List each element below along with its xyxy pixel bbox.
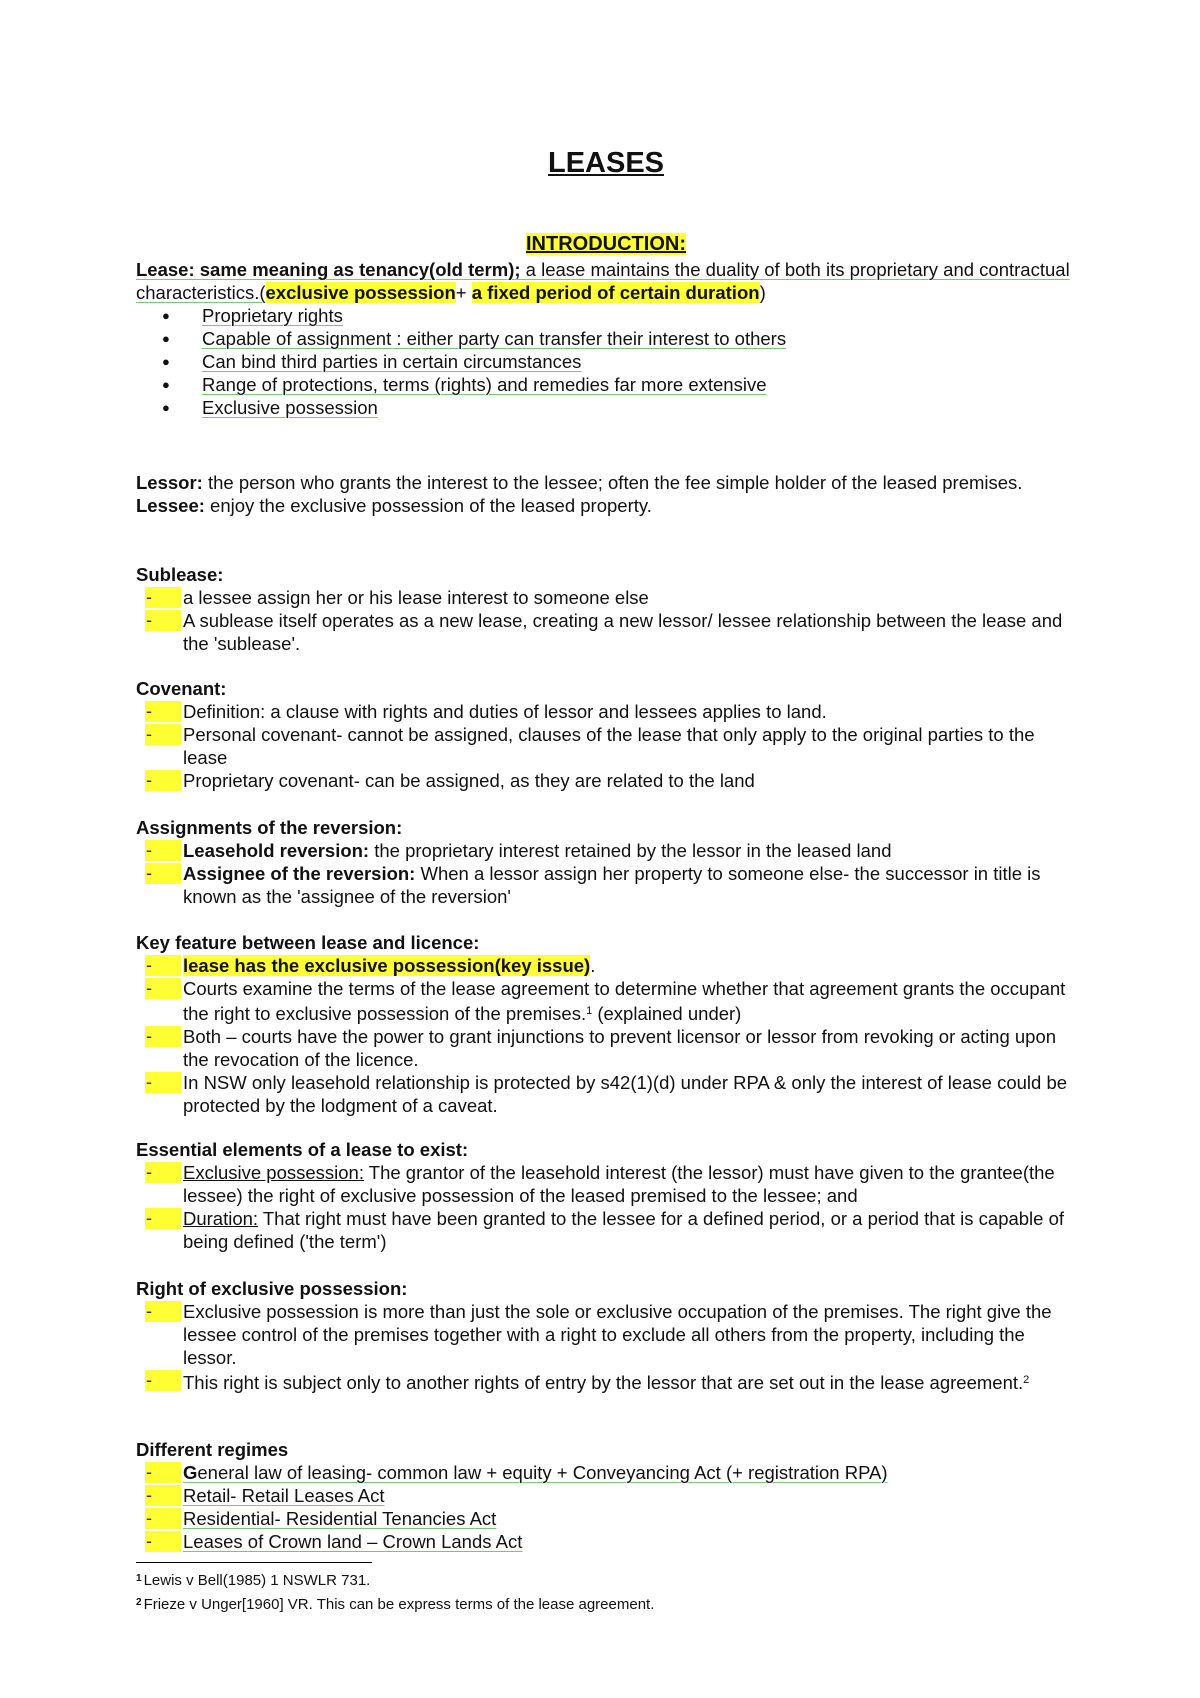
section-heading: Different regimes <box>136 1439 289 1460</box>
list-item <box>136 1530 1076 1553</box>
dash-marker: - <box>145 978 181 999</box>
lease-definition <box>136 258 1076 419</box>
list-item <box>136 1484 1076 1507</box>
list-item <box>136 396 1076 419</box>
item-label: Leasehold reversion: <box>183 840 370 861</box>
list-item <box>136 839 1076 862</box>
footnote-ref[interactable]: 2 <box>1023 1374 1030 1386</box>
item-text: When a lessor assign her property to someone else- the successor in title is known as the 'assignee of the reversion' <box>183 863 1041 907</box>
lessor-label: Lessor: <box>136 472 203 493</box>
dash-marker: - <box>145 1208 181 1229</box>
item-label: Duration: <box>183 1208 259 1229</box>
list-item <box>136 1507 1076 1530</box>
dash-marker: - <box>145 1162 181 1183</box>
section-heading-introduction <box>136 232 1076 256</box>
period: . <box>590 955 596 976</box>
bullet-text: Can bind third parties in certain circumstances <box>202 351 582 372</box>
dash-marker: - <box>145 1485 181 1506</box>
list-item <box>136 586 1076 609</box>
list-item <box>136 954 1076 977</box>
item-text: (explained under) <box>592 1003 742 1024</box>
list-item <box>136 977 1076 1025</box>
lessor-lessee-block <box>136 471 1076 517</box>
dash-marker: - <box>145 955 181 976</box>
list-item <box>136 1300 1076 1369</box>
footnote-number: 1 <box>136 1573 142 1584</box>
dash-marker: - <box>145 724 181 745</box>
item-text: Definition: a clause with rights and duties of lessor and lessees applies to land. <box>183 701 827 722</box>
list-item <box>136 373 1076 396</box>
item-text: the proprietary interest retained by the lessor in the leased land <box>369 840 892 861</box>
lessee-definition <box>136 494 1076 517</box>
footnote-separator <box>136 1562 372 1563</box>
item-text: Proprietary covenant- can be assigned, as they are related to the land <box>183 770 755 791</box>
section-heading: Covenant: <box>136 678 227 699</box>
bullet-text: Range of protections, terms (rights) and remedies far more extensive <box>202 374 767 395</box>
document-title: LEASES <box>547 147 665 179</box>
list-item <box>136 1161 1076 1207</box>
item-text: Retail- Retail Leases Act <box>183 1485 385 1506</box>
dash-marker: - <box>145 770 181 791</box>
list-item <box>136 723 1076 769</box>
list-item <box>136 700 1076 723</box>
item-text: In NSW only leasehold relationship is protected by s42(1)(d) under RPA & only the interest of lease could be protected by the lodgment of a caveat. <box>183 1072 1068 1116</box>
item-text: The grantor of the leasehold interest (the lessor) must have given to the grantee(the lessee) the right of exclusive possession of the leased premised to the lessee; and <box>183 1162 1055 1206</box>
list-item <box>136 1071 1076 1117</box>
dash-marker: - <box>145 1026 181 1047</box>
dash-marker: - <box>145 1531 181 1552</box>
dash-marker: - <box>145 701 181 722</box>
footnote-number: 2 <box>136 1597 142 1608</box>
section-heading: Essential elements of a lease to exist: <box>136 1139 469 1160</box>
highlight-exclusive-possession: exclusive possession <box>265 282 456 303</box>
bullet-text: Exclusive possession <box>202 397 378 418</box>
item-text: Leases of Crown land – Crown Lands Act <box>183 1531 523 1552</box>
highlight-key-issue: lease has the exclusive possession(key issue) <box>183 955 591 976</box>
section-heading: Sublease: <box>136 564 224 585</box>
item-text: Residential- Residential Tenancies Act <box>183 1508 497 1529</box>
close-paren: ) <box>759 282 766 303</box>
assignments-section <box>136 816 1076 908</box>
covenant-section <box>136 677 1076 792</box>
lease-text: a lease maintains the duality of both its proprietary and contractual characteristics.( <box>136 259 1070 303</box>
item-text: That right must have been granted to the lessee for a defined period, or a period that is capable of being defined ('the term') <box>183 1208 1065 1252</box>
item-text: Personal covenant- cannot be assigned, clauses of the lease that only apply to the original parties to the lease <box>183 724 1035 768</box>
essential-elements-section <box>136 1138 1076 1253</box>
item-label: Exclusive possession: <box>183 1162 364 1183</box>
dash-marker: - <box>145 1301 181 1322</box>
lessee-label: Lessee: <box>136 495 205 516</box>
right-exclusive-possession-section <box>136 1277 1076 1394</box>
bullet-text: Capable of assignment : either party can transfer their interest to others <box>202 328 787 349</box>
item-text: This right is subject only to another rights of entry by the lessor that are set out in the lease agreement. <box>183 1372 1024 1393</box>
item-text: a lessee assign her or his lease interest to someone else <box>183 587 649 608</box>
dash-marker: - <box>145 1370 181 1391</box>
dash-marker: - <box>145 1462 181 1483</box>
dash-marker: - <box>145 840 181 861</box>
lessor-definition <box>136 471 1076 494</box>
list-item <box>136 327 1076 350</box>
different-regimes-section <box>136 1438 1076 1553</box>
lease-bullet-list <box>136 304 1076 419</box>
dash-marker: - <box>145 1508 181 1529</box>
list-item <box>136 862 1076 908</box>
list-item <box>136 1207 1076 1253</box>
key-feature-section <box>136 931 1076 1117</box>
section-heading: Right of exclusive possession: <box>136 1278 408 1299</box>
dash-marker: - <box>145 587 181 608</box>
footnote-text: Frieze v Unger[1960] VR. This can be express terms of the lease agreement. <box>143 1596 655 1613</box>
footnote-ref[interactable]: 1 <box>586 1005 593 1017</box>
lessor-text: the person who grants the interest to the lessee; often the fee simple holder of the leased premises. <box>202 472 1023 493</box>
section-heading: Assignments of the reversion: <box>136 817 403 838</box>
list-item <box>136 769 1076 792</box>
footnote-2 <box>136 1594 654 1614</box>
item-initial: G <box>183 1462 198 1483</box>
plus-sign: + <box>455 282 472 303</box>
item-label: Assignee of the reversion: <box>183 863 416 884</box>
dash-marker: - <box>145 863 181 884</box>
item-text: Exclusive possession is more than just the sole or exclusive occupation of the premises. The right give the lessee control of the premises together with a right to exclude all others from the property, including the lessor. <box>183 1301 1052 1368</box>
introduction-heading-text: INTRODUCTION: <box>526 233 686 255</box>
dash-marker: - <box>145 1072 181 1093</box>
lessee-text: enjoy the exclusive possession of the leased property. <box>204 495 652 516</box>
bullet-text: Proprietary rights <box>202 305 343 326</box>
list-item <box>136 304 1076 327</box>
highlight-fixed-period: a fixed period of certain duration <box>471 282 760 303</box>
section-heading: Key feature between lease and licence: <box>136 932 480 953</box>
list-item <box>136 1461 1076 1484</box>
footnote-text: Lewis v Bell(1985) 1 NSWLR 731. <box>143 1572 371 1589</box>
item-text: Both – courts have the power to grant injunctions to prevent licensor or lessor from revoking or acting upon the revocation of the licence. <box>183 1026 1057 1070</box>
list-item <box>136 609 1076 655</box>
item-text: eneral law of leasing- common law + equity + Conveyancing Act (+ registration RPA) <box>197 1462 888 1483</box>
list-item <box>136 1369 1076 1394</box>
item-text: A sublease itself operates as a new lease, creating a new lessor/ lessee relationship between the lease and the 'sublease'. <box>183 610 1063 654</box>
sublease-section <box>136 563 1076 655</box>
lease-label: Lease: same meaning as tenancy(old term); <box>136 259 521 280</box>
list-item <box>136 350 1076 373</box>
dash-marker: - <box>145 610 181 631</box>
item-text: Courts examine the terms of the lease agreement to determine whether that agreement grants the occupant the right to exclusive possession of the premises. <box>183 978 1066 1024</box>
footnote-1 <box>136 1570 370 1590</box>
list-item <box>136 1025 1076 1071</box>
